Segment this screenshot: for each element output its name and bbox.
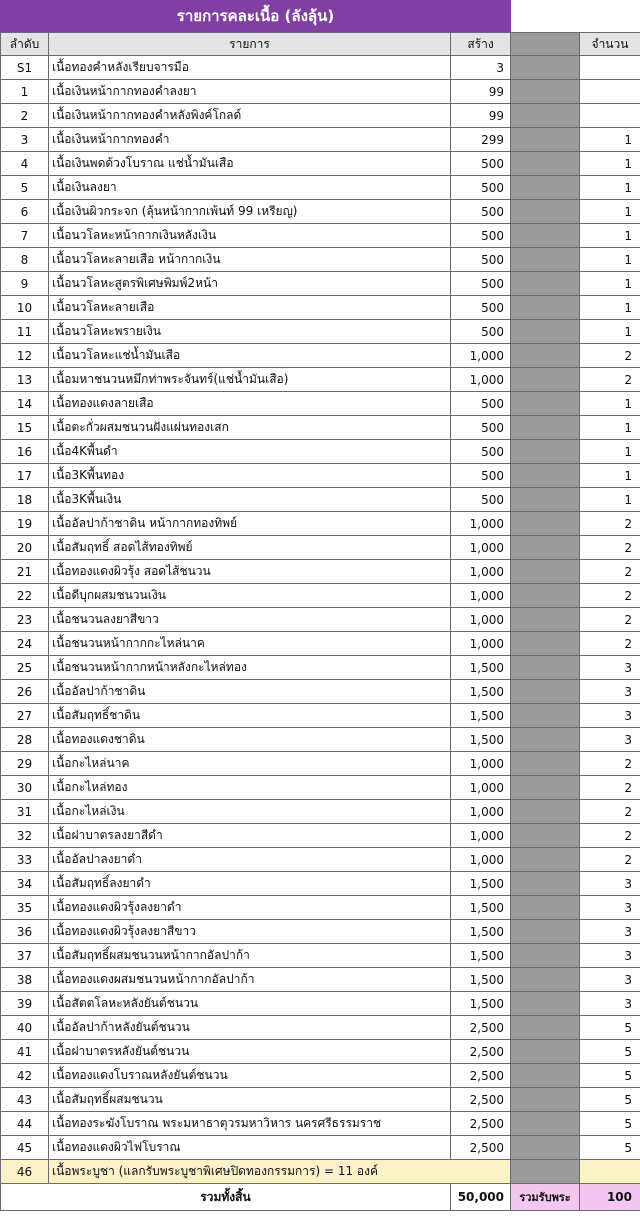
row-count: 2 [580,824,640,848]
row-qty: 1,000 [451,344,511,368]
row-no: 32 [1,824,49,848]
row-item: เนื้อเงินผิวกระจก (ลุ้นหน้ากากเพ้นท์ 99 เหรียญ) [49,200,451,224]
row-no: 5 [1,176,49,200]
header-item: รายการ [49,33,451,56]
row-gray-blank [511,704,580,728]
row-qty: 2,500 [451,1136,511,1160]
row-count [580,56,640,80]
row-count: 1 [580,128,640,152]
row-no: 20 [1,536,49,560]
header-row [1,33,640,56]
row-count: 1 [580,224,640,248]
row-count: 2 [580,344,640,368]
table-row [1,200,640,224]
row-item: เนื้อทองแดงผิวรุ้ง สอดไส้ชนวน [49,560,451,584]
receive-value: 100 [580,1184,640,1211]
table-row [1,704,640,728]
row-gray-blank [511,440,580,464]
row-item: เนื้อฝาบาตรหลังยันต์ชนวน [49,1040,451,1064]
row-no: 27 [1,704,49,728]
row-count: 2 [580,608,640,632]
row-no: 11 [1,320,49,344]
table-row [1,776,640,800]
row-item: เนื้อนวโลหะพรายเงิน [49,320,451,344]
table-row [1,464,640,488]
table-row [1,296,640,320]
row-gray-blank [511,392,580,416]
row-qty: 500 [451,272,511,296]
row-item: เนื้อทองแดงผิวรุ้งลงยาดำ [49,896,451,920]
row-qty: 500 [451,416,511,440]
row-no: 42 [1,1064,49,1088]
row-qty: 1,500 [451,920,511,944]
total-qty: 50,000 [451,1184,511,1211]
row-no: 3 [1,128,49,152]
row-no: 45 [1,1136,49,1160]
row-count: 3 [580,944,640,968]
row-item: เนื้อ4Kพื้นดำ [49,440,451,464]
row-count: 3 [580,968,640,992]
table-row [1,728,640,752]
row-item: เนื้อนวโลหะแช่น้ำมันเสือ [49,344,451,368]
row-qty: 1,000 [451,776,511,800]
row-count: 1 [580,296,640,320]
row-no: 10 [1,296,49,320]
row-item: เนื้ออัลปาก้าหลังยันต์ชนวน [49,1016,451,1040]
row-gray-blank [511,824,580,848]
row-item: เนื้อทองแดงผิวไฟโบราณ [49,1136,451,1160]
row-count: 3 [580,992,640,1016]
table-row [1,920,640,944]
row-no: 33 [1,848,49,872]
row-gray-blank [511,800,580,824]
table-row [1,104,640,128]
row-item: เนื้อทองแดงลายเสือ [49,392,451,416]
row-qty: 2,500 [451,1016,511,1040]
table-row [1,656,640,680]
row-qty: 1,000 [451,848,511,872]
row-gray-blank [511,344,580,368]
row-qty: 1,000 [451,584,511,608]
row-no: 25 [1,656,49,680]
table-row [1,272,640,296]
row-qty: 1,000 [451,512,511,536]
table-row [1,416,640,440]
row-item: เนื้อนวโลหะลายเสือ [49,296,451,320]
row-gray-blank [511,272,580,296]
row-no: 30 [1,776,49,800]
row-gray-blank [511,584,580,608]
row-qty: 1,500 [451,704,511,728]
row-item: เนื้อทองแดงผสมชนวนหน้ากากอัลปาก้า [49,968,451,992]
row-item: เนื้อกะไหล่นาค [49,752,451,776]
row-count: 2 [580,536,640,560]
row-no: 14 [1,392,49,416]
row-qty: 2,500 [451,1088,511,1112]
row-item: เนื้อ3Kพื้นทอง [49,464,451,488]
row-item: เนื้อนวโลหะสูตรพิเศษพิมพ์2หน้า [49,272,451,296]
row-qty: 1,500 [451,968,511,992]
row-item: เนื้อเงินหน้ากากทองคำหลังพิงค์โกลด์ [49,104,451,128]
row-gray-blank [511,1064,580,1088]
row-item: เนื้อทองคำหลังเรียบจารมือ [49,56,451,80]
row-item: เนื้อทองแดงผิวรุ้งลงยาสีขาว [49,920,451,944]
row-no: 1 [1,80,49,104]
row-no: 2 [1,104,49,128]
row-gray-blank [511,104,580,128]
receive-label: รวมรับพระ [511,1184,580,1211]
row-item: เนื้อทองแดงโบราณหลังยันต์ชนวน [49,1064,451,1088]
row-no: 17 [1,464,49,488]
row-item: เนื้อ3Kพื้นเงิน [49,488,451,512]
header-qty: สร้าง [451,33,511,56]
row-count: 2 [580,560,640,584]
row-qty: 500 [451,392,511,416]
row-count: 1 [580,152,640,176]
row-count: 1 [580,320,640,344]
row-qty: 1,000 [451,368,511,392]
row-gray-blank [511,776,580,800]
row-gray-blank [511,968,580,992]
row-item: เนื้อนวโลหะลายเสือ หน้ากากเงิน [49,248,451,272]
row-gray-blank [511,320,580,344]
row-item: เนื้อสัมฤทธิ์ผสมชนวน [49,1088,451,1112]
row-count: 2 [580,368,640,392]
row-item: เนื้อเงินพดด้วงโบราณ แช่น้ำมันเสือ [49,152,451,176]
row-gray-blank [511,1016,580,1040]
row-qty: 1,000 [451,824,511,848]
row-no: 28 [1,728,49,752]
row-no: 29 [1,752,49,776]
table-row [1,992,640,1016]
row-qty: 1,000 [451,608,511,632]
row-qty: 1,000 [451,632,511,656]
row-count: 1 [580,488,640,512]
row-count: 3 [580,680,640,704]
row-qty: 1,500 [451,992,511,1016]
row-gray-blank [511,176,580,200]
total-row [1,1184,640,1211]
table-row [1,248,640,272]
row-no: 7 [1,224,49,248]
row-count: 2 [580,512,640,536]
table-row [1,152,640,176]
special-row-gray [511,1160,580,1184]
table-row [1,1088,640,1112]
row-count: 3 [580,656,640,680]
row-gray-blank [511,512,580,536]
row-no: 16 [1,440,49,464]
row-count: 3 [580,728,640,752]
row-count: 5 [580,1016,640,1040]
row-qty: 1,500 [451,944,511,968]
table-row [1,176,640,200]
row-gray-blank [511,560,580,584]
row-gray-blank [511,752,580,776]
row-count: 1 [580,416,640,440]
row-no: 38 [1,968,49,992]
table-row [1,344,640,368]
table-row [1,1040,640,1064]
table-row [1,392,640,416]
row-gray-blank [511,536,580,560]
row-no: 22 [1,584,49,608]
table-row [1,56,640,80]
row-qty: 3 [451,56,511,80]
row-no: S1 [1,56,49,80]
row-gray-blank [511,152,580,176]
table-row [1,224,640,248]
row-no: 4 [1,152,49,176]
row-item: เนื้อเงินหน้ากากทองคำลงยา [49,80,451,104]
table-row [1,1064,640,1088]
row-item: เนื้อตะกั่วผสมชนวนฝังแผ่นทองเสก [49,416,451,440]
table-row [1,680,640,704]
table-row [1,848,640,872]
table-row [1,560,640,584]
row-qty: 1,000 [451,800,511,824]
row-gray-blank [511,992,580,1016]
row-no: 13 [1,368,49,392]
row-no: 18 [1,488,49,512]
table-row [1,536,640,560]
table-row [1,320,640,344]
row-gray-blank [511,608,580,632]
row-qty: 1,000 [451,560,511,584]
row-gray-blank [511,224,580,248]
table-row [1,968,640,992]
row-count: 3 [580,920,640,944]
item-table [0,32,640,1211]
row-count: 2 [580,752,640,776]
row-no: 26 [1,680,49,704]
table-row [1,584,640,608]
row-count [580,80,640,104]
row-item: เนื้ออัลปาก้าชาดิน [49,680,451,704]
table-row [1,1112,640,1136]
row-qty: 500 [451,440,511,464]
row-item: เนื้อสัมฤทธิ์ลงยาดำ [49,872,451,896]
row-no: 34 [1,872,49,896]
row-qty: 500 [451,296,511,320]
row-count: 5 [580,1112,640,1136]
table-row [1,632,640,656]
row-count: 2 [580,800,640,824]
table-row [1,608,640,632]
table-row [1,80,640,104]
row-count: 5 [580,1136,640,1160]
row-item: เนื้อสัมฤทธิ์ สอดไส้ทองทิพย์ [49,536,451,560]
row-no: 12 [1,344,49,368]
table-row [1,944,640,968]
table-row [1,800,640,824]
row-qty: 500 [451,488,511,512]
row-no: 6 [1,200,49,224]
total-label: รวมทั้งสิ้น [1,1184,451,1211]
row-no: 39 [1,992,49,1016]
row-gray-blank [511,656,580,680]
row-count: 1 [580,440,640,464]
row-count: 5 [580,1040,640,1064]
row-gray-blank [511,1088,580,1112]
row-qty: 1,500 [451,728,511,752]
row-count: 2 [580,584,640,608]
row-gray-blank [511,1112,580,1136]
row-item: เนื้อชนวนหน้ากากหน้าหลังกะไหล่ทอง [49,656,451,680]
row-item: เนื้อสัมฤทธิ์ชาดิน [49,704,451,728]
row-count: 2 [580,632,640,656]
row-no: 41 [1,1040,49,1064]
row-qty: 500 [451,176,511,200]
row-no: 21 [1,560,49,584]
header-gray-blank [511,33,580,56]
row-gray-blank [511,680,580,704]
row-count: 5 [580,1064,640,1088]
row-no: 9 [1,272,49,296]
row-qty: 1,500 [451,680,511,704]
row-item: เนื้อฝาบาตรลงยาสีดำ [49,824,451,848]
row-item: เนื้อเงินลงยา [49,176,451,200]
row-qty: 500 [451,464,511,488]
row-item: เนื้อดีบุกผสมชนวนเงิน [49,584,451,608]
row-item: เนื้อชนวนลงยาสีขาว [49,608,451,632]
row-qty: 99 [451,80,511,104]
row-count: 1 [580,464,640,488]
row-item: เนื้ออัลปาก้าชาดิน หน้ากากทองทิพย์ [49,512,451,536]
row-gray-blank [511,872,580,896]
row-qty: 500 [451,224,511,248]
row-gray-blank [511,1040,580,1064]
header-no: ลำดับ [1,33,49,56]
row-count: 5 [580,1088,640,1112]
table-row [1,368,640,392]
table-row [1,512,640,536]
table-row [1,1136,640,1160]
row-count: 3 [580,896,640,920]
row-count: 2 [580,848,640,872]
row-qty: 1,500 [451,896,511,920]
table-row [1,752,640,776]
row-no: 36 [1,920,49,944]
row-qty: 299 [451,128,511,152]
row-qty: 1,500 [451,872,511,896]
title-blank-area [511,0,640,32]
special-row [1,1160,640,1184]
row-gray-blank [511,632,580,656]
row-no: 35 [1,896,49,920]
row-item: เนื้อมหาชนวนหมึกท่าพระจันทร์(แช่น้ำมันเสือ) [49,368,451,392]
row-gray-blank [511,416,580,440]
row-gray-blank [511,200,580,224]
table-row [1,824,640,848]
row-no: 23 [1,608,49,632]
row-qty: 500 [451,248,511,272]
row-gray-blank [511,296,580,320]
row-qty: 2,500 [451,1064,511,1088]
special-row-item: เนื้อพระบูชา (แลกรับพระบูชาพิเศษปิดทองกรรมการ) = 11 องค์ [49,1160,511,1184]
row-item: เนื้อทองแดงชาดิน [49,728,451,752]
row-count: 1 [580,248,640,272]
special-row-count [580,1160,640,1184]
row-no: 43 [1,1088,49,1112]
row-gray-blank [511,488,580,512]
row-no: 44 [1,1112,49,1136]
row-gray-blank [511,128,580,152]
row-qty: 2,500 [451,1040,511,1064]
row-item: เนื้อกะไหล่ทอง [49,776,451,800]
table-row [1,896,640,920]
special-row-no: 46 [1,1160,49,1184]
row-gray-blank [511,896,580,920]
table-row [1,440,640,464]
row-no: 31 [1,800,49,824]
row-qty: 500 [451,152,511,176]
row-item: เนื้ออัลปาลงยาดำ [49,848,451,872]
row-count [580,104,640,128]
row-count: 1 [580,272,640,296]
row-no: 8 [1,248,49,272]
row-gray-blank [511,920,580,944]
row-gray-blank [511,368,580,392]
table-row [1,488,640,512]
row-gray-blank [511,728,580,752]
row-gray-blank [511,56,580,80]
row-qty: 1,500 [451,656,511,680]
row-no: 15 [1,416,49,440]
row-no: 24 [1,632,49,656]
row-qty: 99 [451,104,511,128]
table-row [1,872,640,896]
row-gray-blank [511,80,580,104]
row-count: 2 [580,776,640,800]
row-count: 1 [580,392,640,416]
row-item: เนื้อเงินหน้ากากทองคำ [49,128,451,152]
table-body [1,56,640,1160]
row-qty: 500 [451,200,511,224]
row-item: เนื้อสัมฤทธิ์ผสมชนวนหน้ากากอัลปาก้า [49,944,451,968]
row-qty: 1,000 [451,752,511,776]
table-row [1,1016,640,1040]
row-item: เนื้อชนวนหน้ากากกะไหล่นาค [49,632,451,656]
row-count: 1 [580,176,640,200]
row-gray-blank [511,944,580,968]
row-count: 1 [580,200,640,224]
row-qty: 500 [451,320,511,344]
row-item: เนื้อนวโลหะหน้ากากเงินหลังเงิน [49,224,451,248]
row-item: เนื้อทองระฆังโบราณ พระมหาธาตุวรมหาวิหาร นครศรีธรรมราช [49,1112,451,1136]
row-gray-blank [511,464,580,488]
sheet-title: รายการคละเนื้อ (ลังลุ้น) [0,0,512,33]
header-count: จำนวน [580,33,640,56]
row-qty: 2,500 [451,1112,511,1136]
row-count: 3 [580,872,640,896]
row-gray-blank [511,1136,580,1160]
row-item: เนื้อสัตตโลหะหลังยันต์ชนวน [49,992,451,1016]
row-item: เนื้อกะไหล่เงิน [49,800,451,824]
row-count: 3 [580,704,640,728]
row-no: 37 [1,944,49,968]
row-no: 40 [1,1016,49,1040]
row-qty: 1,000 [451,536,511,560]
row-gray-blank [511,248,580,272]
table-row [1,128,640,152]
row-gray-blank [511,848,580,872]
row-no: 19 [1,512,49,536]
